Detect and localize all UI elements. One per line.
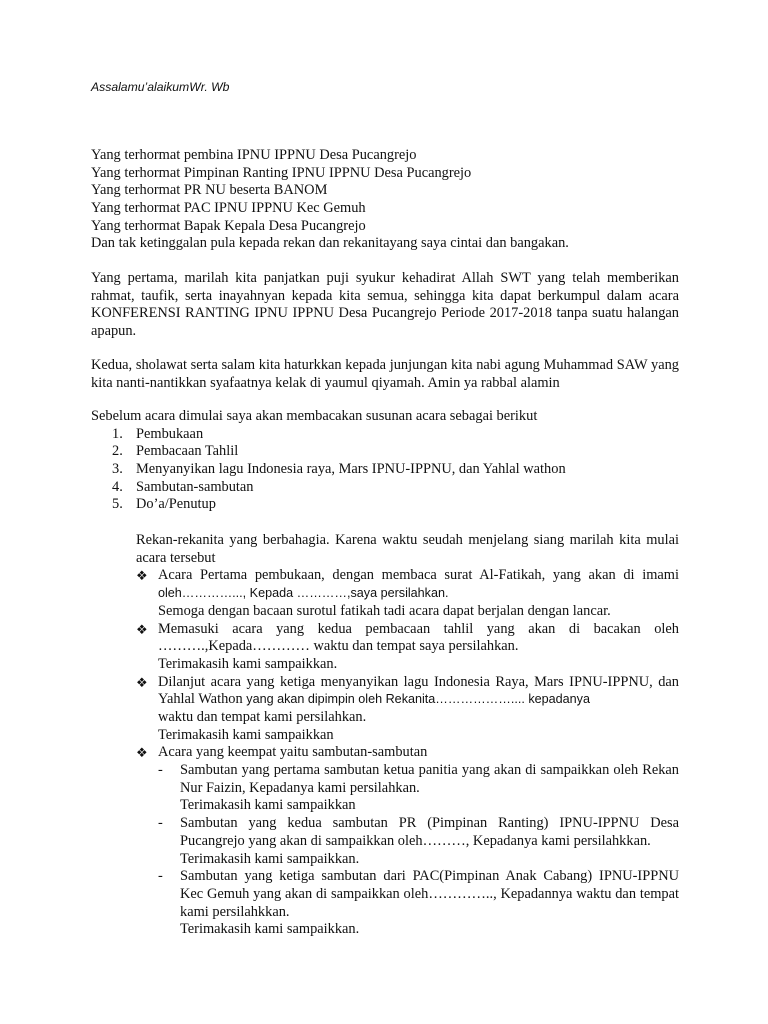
program-item xyxy=(136,567,679,620)
agenda-number: 5. xyxy=(112,496,123,513)
program-item-text xyxy=(158,674,679,709)
dash-bullet: - xyxy=(158,868,163,885)
program-item xyxy=(136,674,679,745)
program-item-text: Acara yang keempat yaitu sambutan-sambutan xyxy=(158,744,428,761)
dash-bullet: - xyxy=(158,762,163,779)
speech-thanks: Terimakasih kami sampaikkan. xyxy=(180,850,360,867)
agenda-intro: Sebelum acara dimulai saya akan membacakan susunan acara sebagai berikut xyxy=(91,408,538,424)
program-section xyxy=(136,532,679,939)
agenda-text: Do’a/Penutup xyxy=(136,496,216,513)
program-item xyxy=(136,744,679,939)
diamond-bullet-icon: ❖ xyxy=(136,568,148,584)
agenda-section xyxy=(91,408,679,514)
agenda-text: Pembukaan xyxy=(136,425,204,442)
agenda-text: Sambutan-sambutan xyxy=(136,478,254,495)
salutation-line: Yang terhormat pembina IPNU IPPNU Desa Pucangrejo xyxy=(91,147,417,163)
diamond-bullet-icon: ❖ xyxy=(136,621,148,637)
salutation-line: Yang terhormat Pimpinan Ranting IPNU IPPNU Desa Pucangrejo xyxy=(91,164,472,181)
paragraph-second: Kedua, sholawat serta salam kita haturkkan kepada junjungan kita nabi agung Muhammad SAW yang kita nanti-nantikkan syafaatnya kelak di yaumul qiyamah. Amin ya rabbal alamin xyxy=(91,357,679,391)
diamond-bullet-icon: ❖ xyxy=(136,674,148,690)
salutation-line: Yang terhormat PAC IPNU IPPNU Kec Gemuh xyxy=(91,200,366,217)
salutation-line: Yang terhormat Bapak Kepala Desa Pucangrejo xyxy=(91,217,366,234)
program-item-sans: oleh…………..., Kepada …………,saya persilahkan. xyxy=(158,586,449,601)
program-item-text xyxy=(158,567,679,602)
speech-list xyxy=(158,762,679,939)
program-item-tail: waktu dan tempat kami persilahkan. xyxy=(158,709,367,725)
salutation-block xyxy=(91,147,679,253)
program-item-text: Memasuki acara yang kedua pembacaan tahlil yang akan di bacakan oleh ……….,Kepada………… waktu dan tempat saya persilahkan. xyxy=(158,620,679,655)
diamond-bullet-icon: ❖ xyxy=(136,745,148,761)
agenda-item xyxy=(91,461,679,479)
program-item-sans: yang akan dipimpin oleh Rekanita……………….... kepadanya xyxy=(246,692,590,707)
salutation-line: Yang terhormat PR NU beserta BANOM xyxy=(91,182,328,199)
agenda-item xyxy=(91,496,679,514)
program-item-note: Terimakasih kami sampaikkan. xyxy=(158,655,338,672)
opening-paragraph: Rekan-rekanita yang berbahagia. Karena waktu seudah menjelang siang marilah kita mulai acara tersebut xyxy=(136,532,679,566)
agenda-text: Pembacaan Tahlil xyxy=(136,443,239,460)
program-item xyxy=(136,621,679,674)
speech-item xyxy=(158,815,679,868)
agenda-number: 1. xyxy=(112,425,123,442)
speech-text: Sambutan yang pertama sambutan ketua panitia yang akan di sampaikkan oleh Rekan Nur Faizin, Kepadanya kami persilahkan. xyxy=(180,762,679,796)
program-item-serif: Dilanjut acara yang ketiga menyanyikan lagu Indonesia Raya, Mars IPNU-IPPNU, dan Yahlal Wathon xyxy=(158,673,679,708)
agenda-item xyxy=(91,426,679,444)
agenda-list xyxy=(91,426,679,514)
agenda-number: 2. xyxy=(112,443,123,460)
program-item-note: Semoga dengan bacaan surotul fatikah tadi acara dapat berjalan dengan lancar. xyxy=(158,602,611,619)
paragraph-first: Yang pertama, marilah kita panjatkan puji syukur kehadirat Allah SWT yang telah memberikan rahmat, taufik, serta inayahnyan kepada kita semua, sehingga kita dapat berkumpul dalam acara KONFERENSI RANTING IPNU IPPNU Desa Pucangrejo Periode 2017-2018 tanpa suatu halangan apapun. xyxy=(91,270,679,340)
speech-item xyxy=(158,868,679,939)
agenda-text: Menyanyikan lagu Indonesia raya, Mars IPNU-IPPNU, dan Yahlal wathon xyxy=(136,461,566,478)
agenda-number: 3. xyxy=(112,461,123,478)
speech-text: Sambutan yang ketiga sambutan dari PAC(Pimpinan Anak Cabang) IPNU-IPPNU Kec Gemuh yang akan di sampaikkan oleh………….., Kepadannya waktu dan tempat kami persilahkkan. xyxy=(180,868,679,920)
speech-item xyxy=(158,762,679,815)
speech-text: Sambutan yang kedua sambutan PR (Pimpinan Ranting) IPNU-IPPNU Desa Pucangrejo yang akan di sampaikkan oleh………, Kepadanya kami persilahkkan. xyxy=(180,815,679,849)
salutation-line: Dan tak ketinggalan pula kepada rekan dan rekanitayang saya cintai dan bangakan. xyxy=(91,235,569,252)
agenda-item xyxy=(91,479,679,497)
speech-thanks: Terimakasih kami sampaikkan. xyxy=(180,921,360,938)
program-list xyxy=(136,567,679,939)
dash-bullet: - xyxy=(158,815,163,832)
speech-thanks: Terimakasih kami sampaikkan xyxy=(180,797,356,814)
agenda-number: 4. xyxy=(112,478,123,495)
greeting: Assalamu’alaikumWr. Wb xyxy=(91,80,230,94)
program-item-serif: Acara Pertama pembukaan, dengan membaca surat Al-Fatikah, yang akan di imami xyxy=(158,567,679,584)
program-item-note: Terimakasih kami sampaikkan xyxy=(158,726,334,743)
agenda-item xyxy=(91,443,679,461)
